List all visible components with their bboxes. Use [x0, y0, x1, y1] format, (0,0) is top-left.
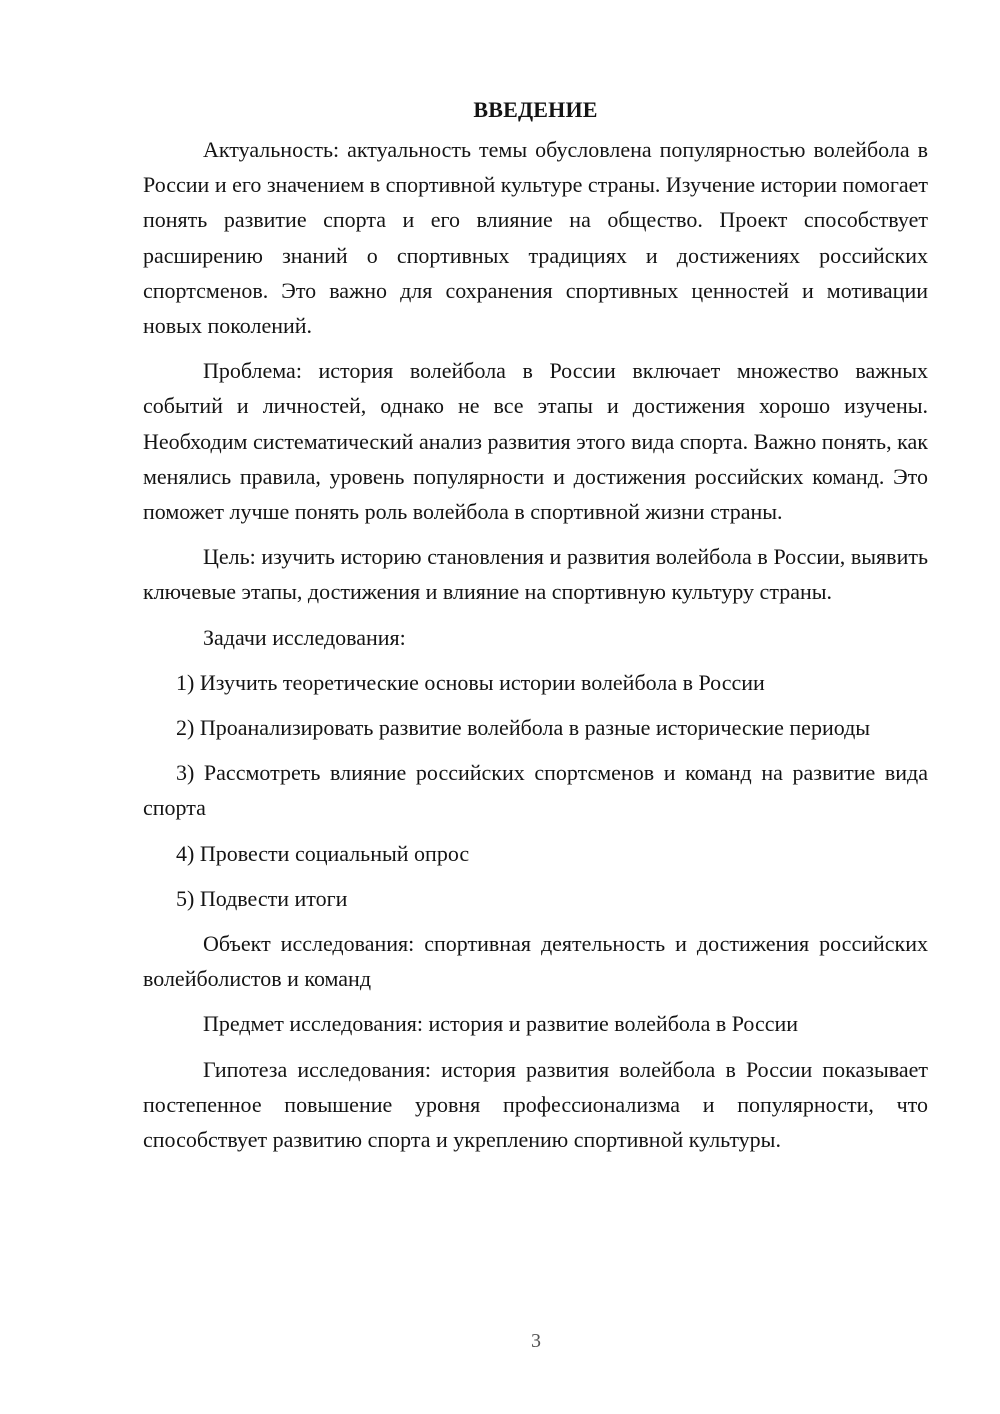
research-subject-paragraph: Предмет исследования: история и развитие волейбола в России	[203, 1011, 799, 1037]
page-title: ВВЕДЕНИЕ	[473, 97, 598, 122]
task-item-3: 3) Рассмотреть влияние российских спортсменов и команд на развитие вида спорта	[143, 760, 928, 821]
tasks-heading: Задачи исследования:	[203, 624, 406, 650]
hypothesis-paragraph: Гипотеза исследования: история развития волейбола в России показывает постепенное повышение уровня профессионализма и популярности, что способствует развитию спорта и укреплению спортивной культуры.	[143, 1056, 928, 1153]
page-number: 3	[531, 1330, 541, 1352]
relevance-paragraph: Актуальность: актуальность темы обусловлена популярностью волейбола в России и его значением в спортивной культуре страны. Изучение истории помогает понять развитие спорта и его влияние на общество. Проект способствует расширению знаний о спортивных традициях и достижениях российских спортсменов. Это важно для сохранения спортивных ценностей и мотивации новых поколений.	[143, 137, 928, 339]
goal-paragraph: Цель: изучить историю становления и развития волейбола в России, выявить ключевые этапы, достижения и влияние на спортивную культуру страны.	[143, 544, 928, 605]
task-item-2: 2) Проанализировать развитие волейбола в разные исторические периоды	[176, 715, 871, 741]
task-item-4: 4) Провести социальный опрос	[176, 840, 470, 866]
problem-paragraph: Проблема: история волейбола в России включает множество важных событий и личностей, однако не все этапы и достижения хорошо изучены. Необходим систематический анализ развития этого вида спорта. Важно понять, как менялись правила, уровень популярности и достижения российских команд. Это поможет лучше понять роль волейбола в спортивной жизни страны.	[143, 358, 928, 525]
research-object-paragraph: Объект исследования: спортивная деятельность и достижения российских волейболистов и команд	[143, 931, 928, 992]
task-item-5: 5) Подвести итоги	[176, 885, 348, 911]
document-page	[143, 92, 928, 1167]
task-item-1: 1) Изучить теоретические основы истории волейбола в России	[176, 669, 765, 695]
